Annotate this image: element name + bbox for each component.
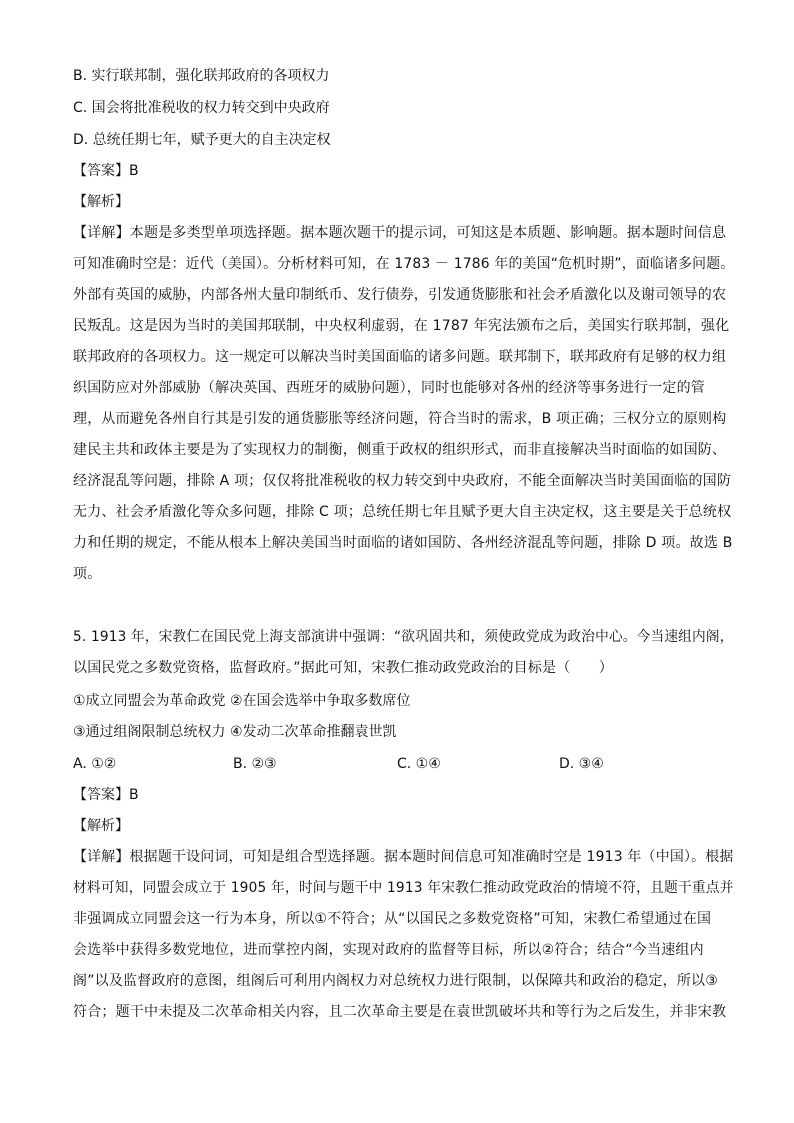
- q5-option-c: C. ①④: [397, 756, 441, 772]
- q4-detail-line: 【详解】本题是多类型单项选择题。据本题次题干的提示词，可知这是本质题、影响题。据本题时间信息: [73, 225, 727, 241]
- q5-detail-line: 非强调成立同盟会这一行为本身，所以①不符合；从“以国民之多数党资格”可知，宋教仁希望通过在国: [73, 911, 712, 927]
- q4-answer: 【答案】B: [73, 163, 139, 179]
- q4-detail-line: 无力、社会矛盾激化等众多问题，排除 C 项；总统任期七年且赋予更大自主决定权，这主要是关于总统权: [73, 504, 732, 520]
- q5-option-a: A. ①②: [73, 756, 117, 772]
- q4-detail-line: 经济混乱等问题，排除 A 项；仅仅将批准税收的权力转交到中央政府，不能全面解决当时美国面临的国防: [73, 473, 732, 489]
- q5-option-b: B. ②③: [233, 756, 277, 772]
- q4-detail-line: 织国防应对外部威胁（解决英国、西班牙的威胁问题），同时也能够对各州的经济等事务进行一定的管: [73, 380, 705, 396]
- q4-detail-line: 联邦政府的各项权力。这一规定可以解决当时美国面临的诸多问题。联邦制下，联邦政府有足够的权力组: [73, 349, 727, 365]
- q5-detail-line: 阁”以及监督政府的意图，组阁后可利用内阁权力对总统权力进行限制，以保障共和政治的稳定，所以③: [73, 973, 719, 989]
- q5-detail-line: 会选举中获得多数党地位，进而掌控内阁，实现对政府的监督等目标，所以②符合；结合“今当速组内: [73, 942, 704, 958]
- q4-detail-line: 力和任期的规定，不能从根本上解决美国当时面临的诸如国防、各州经济混乱等问题，排除 D 项。故选 B: [73, 535, 733, 551]
- q4-detail-line: 民叛乱。这是因为当时的美国邦联制，中央权利虚弱，在 1787 年宪法颁布之后，美国实行联邦制，强化: [73, 318, 730, 334]
- q5-detail-line: 符合；题干中未提及二次革命相关内容，且二次革命主要是在袁世凯破坏共和等行为之后发生，并非宋教: [73, 1004, 727, 1020]
- q4-detail-line: 项。: [73, 566, 102, 582]
- q4-detail-line: 可知准确时空是：近代（美国）。分析材料可知，在 1783 － 1786 年的美国“危机时期”，面临诸多问题。: [73, 256, 735, 272]
- q4-option-d: D. 总统任期七年，赋予更大的自主决定权: [73, 132, 331, 148]
- q5-detail-line: 材料可知，同盟会成立于 1905 年，时间与题干中 1913 年宋教仁推动政党政治的情境不符，且题干重点并: [73, 880, 734, 896]
- q5-option-d: D. ③④: [559, 756, 604, 772]
- q5-statement-line: ①成立同盟会为革命政党 ②在国会选举中争取多数席位: [73, 693, 411, 709]
- q5-stem-line: 5. 1913 年，宋教仁在国民党上海支部演讲中强调：“欲巩固共和，须使政党成为政治中心。今当速组内阁，: [73, 629, 734, 645]
- q4-detail-line: 外部有英国的威胁，内部各州大量印制纸币、发行债券，引发通货膨胀和社会矛盾激化以及谢司领导的农: [73, 287, 727, 303]
- q5-stem-line: 以国民党之多数党资格，监督政府。”据此可知，宋教仁推动政党政治的目标是（ ）: [73, 660, 614, 676]
- q4-detail-line: 理，从而避免各州自行其是引发的通货膨胀等经济问题，符合当时的需求，B 项正确；三权分立的原则构: [73, 411, 727, 427]
- q4-option-c: C. 国会将批准税收的权力转交到中央政府: [73, 100, 330, 116]
- q5-analysis-label: 【解析】: [73, 818, 129, 834]
- q4-detail-line: 建民主共和政体主要是为了实现权力的制衡，侧重于政权的组织形式，而非直接解决当时面临的如国防、: [73, 442, 727, 458]
- q5-options-row: [73, 754, 713, 774]
- q5-answer: 【答案】B: [73, 787, 139, 803]
- q5-detail-line: 【详解】根据题干设问词，可知是组合型选择题。据本题时间信息可知准确时空是 1913 年（中国）。根据: [73, 849, 734, 865]
- q4-option-b: B. 实行联邦制，强化联邦政府的各项权力: [73, 68, 330, 84]
- q4-analysis-label: 【解析】: [73, 194, 129, 210]
- q5-statement-line: ③通过组阁限制总统权力 ④发动二次革命推翻袁世凯: [73, 724, 397, 740]
